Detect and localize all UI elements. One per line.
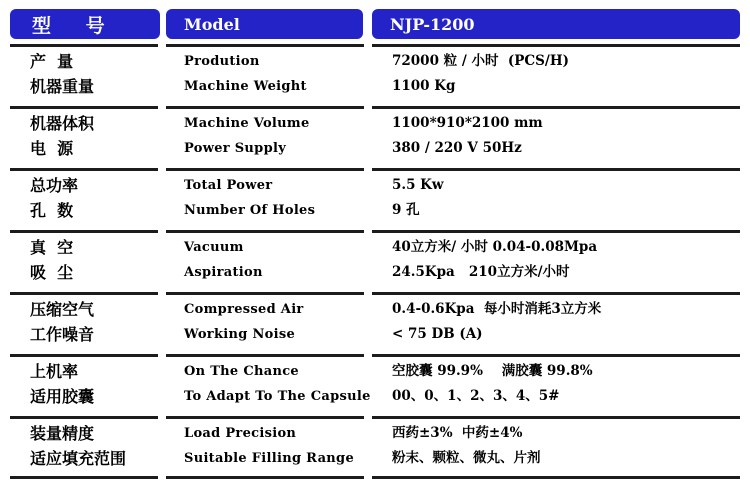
group-divider <box>372 354 740 357</box>
group-divider <box>372 106 740 109</box>
group-divider <box>166 354 364 357</box>
spec-value: 72000 粒 / 小时 (PCS/H) <box>392 53 570 69</box>
spec-value: 粉末、颗粒、微丸、片剂 <box>392 450 541 466</box>
spec-row <box>0 359 750 384</box>
spec-row <box>0 384 750 409</box>
group-divider <box>372 168 740 171</box>
group-divider <box>10 44 158 47</box>
spec-row <box>0 111 750 136</box>
spec-label-cn: 上机率 <box>30 362 79 381</box>
group-divider <box>372 230 740 233</box>
spec-value: < 75 DB (A) <box>392 326 483 342</box>
group-divider <box>372 292 740 295</box>
spec-row <box>0 136 750 161</box>
table-bottom-line <box>10 476 158 479</box>
spec-value: 9 孔 <box>392 202 420 218</box>
spec-label-cn: 真 空 <box>30 238 74 257</box>
table-bottom-line <box>372 476 740 479</box>
spec-label-cn: 孔 数 <box>30 201 74 220</box>
spec-label-cn: 压缩空气 <box>30 300 95 319</box>
spec-label-en: Aspiration <box>184 265 263 280</box>
spec-label-en: Vacuum <box>184 240 244 255</box>
group-divider <box>10 168 158 171</box>
group-divider <box>10 416 158 419</box>
header-col-type-label: 型 号 <box>10 9 160 39</box>
group-divider <box>166 106 364 109</box>
spec-value: 0.4-0.6Kpa 每小时消耗3立方米 <box>392 301 602 317</box>
spec-label-en: Load Precision <box>184 426 297 441</box>
spec-label-cn: 适用胶囊 <box>30 387 95 406</box>
spec-label-cn: 工作噪音 <box>30 325 95 344</box>
spec-label-cn: 总功率 <box>30 176 79 195</box>
spec-label-en: Machine Volume <box>184 116 310 131</box>
group-divider <box>166 168 364 171</box>
spec-label-en: Compressed Air <box>184 302 304 317</box>
spec-label-cn: 电 源 <box>30 139 74 158</box>
spec-label-en: On The Chance <box>184 364 299 379</box>
group-divider <box>166 44 364 47</box>
group-divider <box>166 230 364 233</box>
spec-row <box>0 297 750 322</box>
spec-row <box>0 198 750 223</box>
group-divider <box>166 416 364 419</box>
spec-value: 5.5 Kw <box>392 177 444 193</box>
group-divider <box>10 106 158 109</box>
spec-label-cn: 机器体积 <box>30 114 95 133</box>
spec-value: 1100 Kg <box>392 78 456 94</box>
spec-label-cn: 装量精度 <box>30 424 95 443</box>
header-col-model-value: NJP-1200 <box>372 9 740 39</box>
spec-row <box>0 49 750 74</box>
spec-label-en: To Adapt To The Capsule <box>184 389 371 404</box>
spec-label-cn: 机器重量 <box>30 77 95 96</box>
spec-label-cn: 适应填充范围 <box>30 449 127 468</box>
group-divider <box>372 416 740 419</box>
spec-row <box>0 235 750 260</box>
spec-label-cn: 产 量 <box>30 52 74 71</box>
spec-value: 380 / 220 V 50Hz <box>392 140 522 156</box>
spec-value: 24.5Kpa 210立方米/小时 <box>392 264 570 280</box>
spec-row <box>0 446 750 471</box>
spec-label-en: Suitable Filling Range <box>184 451 355 466</box>
spec-row <box>0 173 750 198</box>
spec-value: 西药±3% 中药±4% <box>392 425 523 441</box>
spec-row <box>0 260 750 285</box>
group-divider <box>166 292 364 295</box>
group-divider <box>10 292 158 295</box>
spec-label-en: Total Power <box>184 178 273 193</box>
header-col-model-label: Model <box>166 9 363 39</box>
spec-value: 40立方米/ 小时 0.04-0.08Mpa <box>392 239 598 255</box>
spec-label-en: Working Noise <box>184 327 296 342</box>
group-divider <box>10 230 158 233</box>
table-bottom-line <box>166 476 364 479</box>
spec-label-en: Power Supply <box>184 141 287 156</box>
spec-row <box>0 421 750 446</box>
spec-row <box>0 322 750 347</box>
spec-label-cn: 吸 尘 <box>30 263 74 282</box>
spec-value: 1100*910*2100 mm <box>392 115 543 131</box>
spec-value: 空胶囊 99.9% 满胶囊 99.8% <box>392 363 593 379</box>
group-divider <box>10 354 158 357</box>
spec-label-en: Number Of Holes <box>184 203 316 218</box>
group-divider <box>372 44 740 47</box>
spec-label-en: Prodution <box>184 54 260 69</box>
spec-value: 00、0、1、2、3、4、5# <box>392 388 560 404</box>
spec-label-en: Machine Weight <box>184 79 307 94</box>
spec-row <box>0 74 750 99</box>
